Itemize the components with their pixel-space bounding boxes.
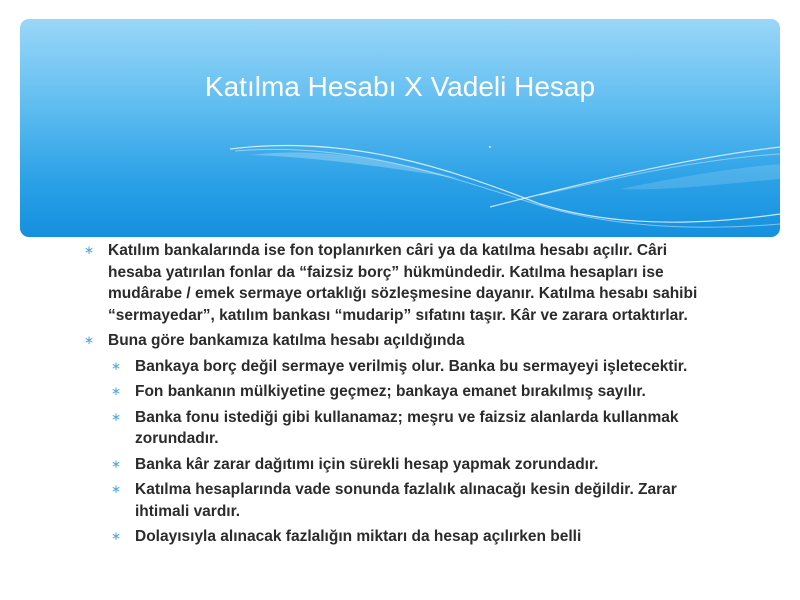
bullet-icon: ∗ [111,384,122,398]
sub-list-item-text: Bankaya borç değil sermaye verilmiş olur. Banka bu sermayeyi işletecektir. [135,357,688,375]
bullet-icon: ∗ [111,456,122,471]
title-banner [20,19,780,237]
sub-list-item [111,356,724,378]
sub-list-item [111,454,724,476]
sub-list-item-text: Banka fonu istediği gibi kullanamaz; meşru ve faizsiz alanlarda kullanmak zorundadır. [135,408,679,447]
slide-content [84,240,724,552]
sub-list-item-text: Banka kâr zarar dağıtımı için sürekli hesap yapmak zorundadır. [135,455,599,473]
list-item [84,330,724,352]
sub-list-item-text: Dolayısıyla alınacak fazlalığın miktarı da hesap açılırken belli [135,528,582,545]
main-bullet-list [84,240,724,352]
bullet-icon: ∗ [111,482,122,496]
list-item [84,240,724,326]
sub-list-item-text: Fon bankanın mülkiyetine geçmez; bankaya emanet bırakılmış sayılır. [135,383,646,400]
bullet-icon: ∗ [111,358,122,373]
sub-list-item [111,479,724,522]
sub-list-item-text: Katılma hesaplarında vade sonunda fazlalık alınacağı kesin değildir. Zarar ihtimali vardır. [135,481,677,520]
wave-decoration [20,19,780,237]
slide-title: Katılma Hesabı X Vadeli Hesap [204,71,596,102]
list-item-text: Buna göre bankamıza katılma hesabı açıldığında [108,332,465,349]
list-item-text: Katılım bankalarında ise fon toplanırken câri ya da katılma hesabı açılır. Câri hesaba yatırılan fonlar da “faizsiz borç” hükmündedir. Katılma hesapları ise mudârabe / emek sermaye ortaklığı sözleşmesine dayanır. Katılma hesabı sahibi “sermayedar”, katılım bankası “mudarip” sıfatını taşır. Kâr ve zarara ortaktırlar. [108,242,698,324]
bullet-icon: ∗ [84,243,95,257]
bullet-icon: ∗ [84,333,95,347]
bullet-icon: ∗ [111,409,122,424]
sub-list-item [111,381,724,403]
sub-list-item [111,407,724,450]
sub-list-item [111,526,724,548]
sub-bullet-list [84,356,724,548]
bullet-icon: ∗ [111,529,122,543]
